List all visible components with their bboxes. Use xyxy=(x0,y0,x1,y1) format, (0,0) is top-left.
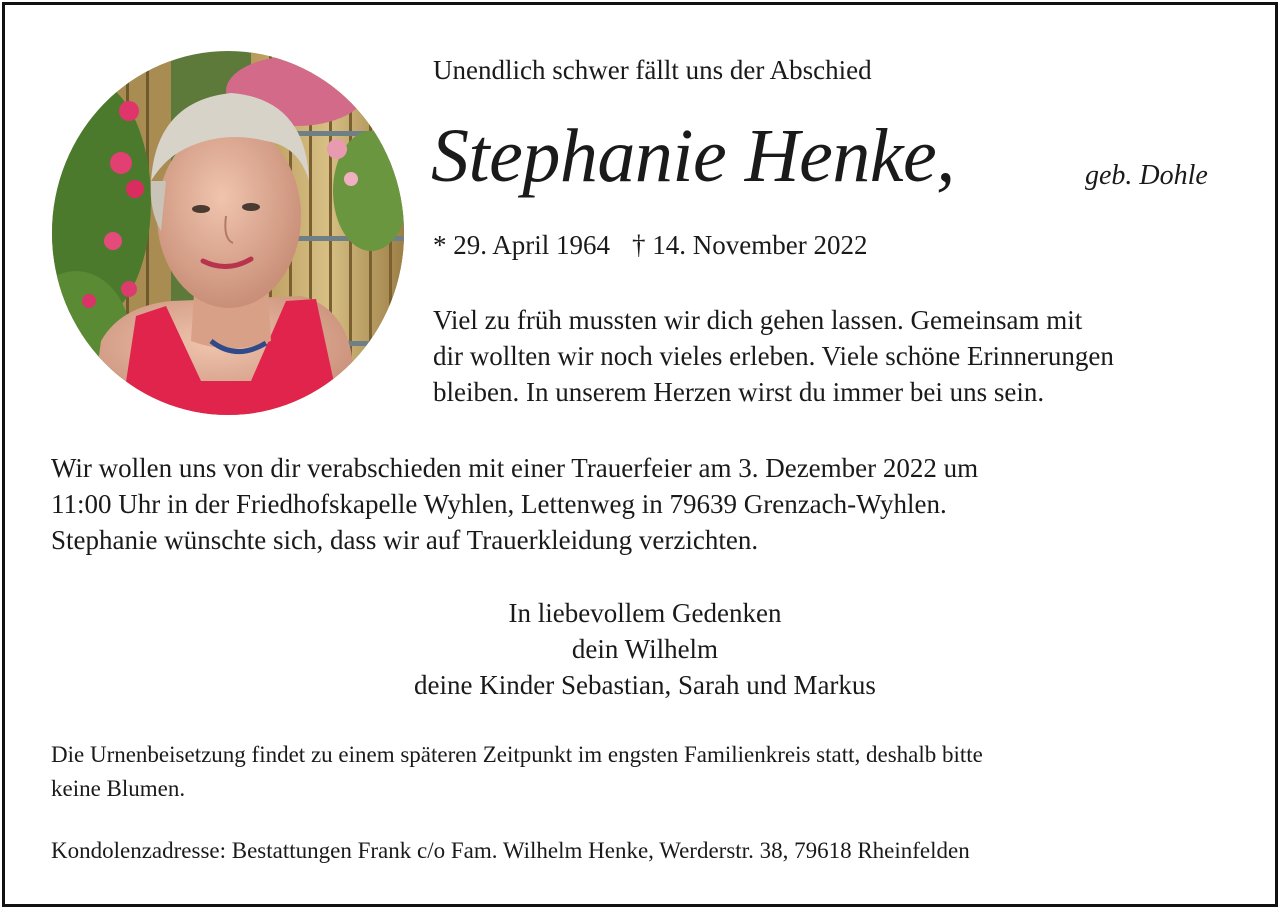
urn-line: keine Blumen. xyxy=(51,776,186,801)
urn-notice xyxy=(51,738,983,806)
message-line: dir wollten wir noch vieles erleben. Viele schöne Erinnerungen xyxy=(433,341,1114,371)
urn-line: Die Urnenbeisetzung findet zu einem späteren Zeitpunkt im engsten Familienkreis statt, deshalb bitte xyxy=(51,742,983,767)
message-line: bleiben. In unserem Herzen wirst du immer bei uns sein. xyxy=(433,377,1045,407)
remembrance-line: dein Wilhelm xyxy=(571,634,719,664)
maiden-name: geb. Dohle xyxy=(1085,160,1208,191)
remembrance-signature xyxy=(45,595,1245,703)
death-date: † 14. November 2022 xyxy=(632,230,868,260)
condolence-address: Kondolenzadresse: Bestattungen Frank c/o Fam. Wilhelm Henke, Werderstr. 38, 79618 Rheinfelden xyxy=(51,838,970,863)
deceased-name: Stephanie Henke, xyxy=(431,114,955,198)
farewell-message xyxy=(433,302,1253,410)
ceremony-line: Stephanie wünschte sich, dass wir auf Trauerkleidung verzichten. xyxy=(51,525,759,555)
ceremony-info xyxy=(51,450,978,558)
remembrance-line: In liebevollem Gedenken xyxy=(508,598,782,628)
obituary-notice xyxy=(2,2,1278,907)
tagline: Unendlich schwer fällt uns der Abschied xyxy=(433,55,872,85)
birth-date: * 29. April 1964 xyxy=(433,230,611,260)
remembrance-line: deine Kinder Sebastian, Sarah und Markus xyxy=(414,670,876,700)
ceremony-line: 11:00 Uhr in der Friedhofskapelle Wyhlen, Lettenweg in 79639 Grenzach-Wyhlen. xyxy=(51,489,947,519)
ceremony-line: Wir wollen uns von dir verabschieden mit einer Trauerfeier am 3. Dezember 2022 um xyxy=(51,453,979,483)
life-dates xyxy=(433,229,867,261)
message-line: Viel zu früh mussten wir dich gehen lassen. Gemeinsam mit xyxy=(433,305,1083,335)
portrait-photo xyxy=(51,51,405,415)
